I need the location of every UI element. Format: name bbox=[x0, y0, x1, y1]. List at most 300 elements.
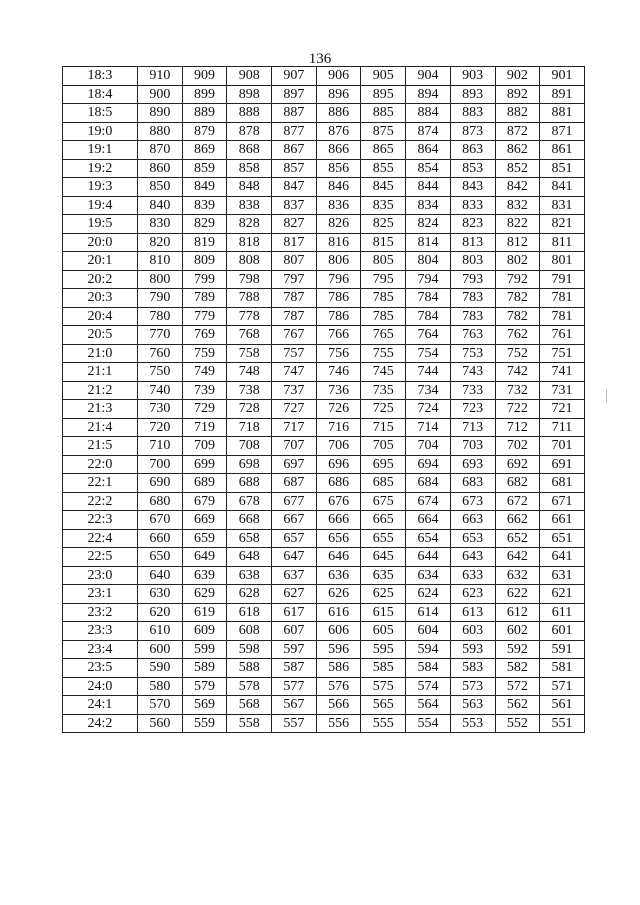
score-cell: 789 bbox=[182, 289, 227, 308]
score-cell: 565 bbox=[361, 696, 406, 715]
score-cell: 679 bbox=[182, 492, 227, 511]
score-cell: 767 bbox=[272, 326, 317, 345]
table-row bbox=[63, 270, 585, 289]
score-cell: 727 bbox=[272, 400, 317, 419]
score-cell: 893 bbox=[450, 85, 495, 104]
table-row bbox=[63, 363, 585, 382]
score-cell: 867 bbox=[272, 141, 317, 160]
score-cell: 742 bbox=[495, 363, 540, 382]
score-cell: 754 bbox=[406, 344, 451, 363]
score-cell: 811 bbox=[540, 233, 585, 252]
score-cell: 812 bbox=[495, 233, 540, 252]
score-cell: 883 bbox=[450, 104, 495, 123]
score-cell: 762 bbox=[495, 326, 540, 345]
score-cell: 621 bbox=[540, 585, 585, 604]
score-cell: 884 bbox=[406, 104, 451, 123]
score-cell: 726 bbox=[316, 400, 361, 419]
score-cell: 873 bbox=[450, 122, 495, 141]
score-cell: 827 bbox=[272, 215, 317, 234]
score-cell: 635 bbox=[361, 566, 406, 585]
score-cell: 659 bbox=[182, 529, 227, 548]
table-row bbox=[63, 566, 585, 585]
table-row bbox=[63, 603, 585, 622]
score-cell: 815 bbox=[361, 233, 406, 252]
score-cell: 640 bbox=[138, 566, 183, 585]
score-cell: 711 bbox=[540, 418, 585, 437]
table-row bbox=[63, 418, 585, 437]
score-cell: 843 bbox=[450, 178, 495, 197]
score-cell: 664 bbox=[406, 511, 451, 530]
row-time-label: 21:0 bbox=[63, 344, 138, 363]
score-cell: 700 bbox=[138, 455, 183, 474]
table-row bbox=[63, 455, 585, 474]
row-time-label: 21:3 bbox=[63, 400, 138, 419]
score-cell: 590 bbox=[138, 659, 183, 678]
row-time-label: 23:4 bbox=[63, 640, 138, 659]
score-cell: 810 bbox=[138, 252, 183, 271]
score-cell: 674 bbox=[406, 492, 451, 511]
row-time-label: 20:2 bbox=[63, 270, 138, 289]
row-time-label: 21:2 bbox=[63, 381, 138, 400]
score-cell: 686 bbox=[316, 474, 361, 493]
score-cell: 761 bbox=[540, 326, 585, 345]
score-cell: 580 bbox=[138, 677, 183, 696]
score-cell: 708 bbox=[227, 437, 272, 456]
score-cell: 861 bbox=[540, 141, 585, 160]
table-row bbox=[63, 511, 585, 530]
table-row bbox=[63, 178, 585, 197]
score-cell: 752 bbox=[495, 344, 540, 363]
table-row bbox=[63, 85, 585, 104]
row-time-label: 23:1 bbox=[63, 585, 138, 604]
score-cell: 793 bbox=[450, 270, 495, 289]
score-cell: 701 bbox=[540, 437, 585, 456]
table-row bbox=[63, 326, 585, 345]
score-cell: 794 bbox=[406, 270, 451, 289]
score-cell: 910 bbox=[138, 67, 183, 86]
score-cell: 881 bbox=[540, 104, 585, 123]
score-cell: 647 bbox=[272, 548, 317, 567]
score-cell: 694 bbox=[406, 455, 451, 474]
score-cell: 779 bbox=[182, 307, 227, 326]
score-cell: 898 bbox=[227, 85, 272, 104]
table-row bbox=[63, 677, 585, 696]
table-row bbox=[63, 233, 585, 252]
score-cell: 753 bbox=[450, 344, 495, 363]
score-cell: 562 bbox=[495, 696, 540, 715]
row-time-label: 23:0 bbox=[63, 566, 138, 585]
score-cell: 837 bbox=[272, 196, 317, 215]
score-cell: 710 bbox=[138, 437, 183, 456]
score-cell: 832 bbox=[495, 196, 540, 215]
score-cell: 577 bbox=[272, 677, 317, 696]
score-cell: 872 bbox=[495, 122, 540, 141]
score-cell: 733 bbox=[450, 381, 495, 400]
table-row bbox=[63, 548, 585, 567]
score-cell: 619 bbox=[182, 603, 227, 622]
score-cell: 563 bbox=[450, 696, 495, 715]
score-cell: 855 bbox=[361, 159, 406, 178]
score-cell: 561 bbox=[540, 696, 585, 715]
score-cell: 741 bbox=[540, 363, 585, 382]
score-cell: 718 bbox=[227, 418, 272, 437]
score-cell: 826 bbox=[316, 215, 361, 234]
score-cell: 567 bbox=[272, 696, 317, 715]
row-time-label: 24:1 bbox=[63, 696, 138, 715]
score-cell: 668 bbox=[227, 511, 272, 530]
row-time-label: 22:1 bbox=[63, 474, 138, 493]
score-cell: 796 bbox=[316, 270, 361, 289]
score-cell: 834 bbox=[406, 196, 451, 215]
score-cell: 653 bbox=[450, 529, 495, 548]
score-cell: 722 bbox=[495, 400, 540, 419]
score-cell: 844 bbox=[406, 178, 451, 197]
score-cell: 687 bbox=[272, 474, 317, 493]
score-cell: 802 bbox=[495, 252, 540, 271]
score-cell: 629 bbox=[182, 585, 227, 604]
score-cell: 757 bbox=[272, 344, 317, 363]
score-cell: 690 bbox=[138, 474, 183, 493]
score-cell: 740 bbox=[138, 381, 183, 400]
score-cell: 816 bbox=[316, 233, 361, 252]
score-cell: 835 bbox=[361, 196, 406, 215]
score-cell: 737 bbox=[272, 381, 317, 400]
score-cell: 813 bbox=[450, 233, 495, 252]
table-row bbox=[63, 67, 585, 86]
row-time-label: 20:1 bbox=[63, 252, 138, 271]
score-cell: 760 bbox=[138, 344, 183, 363]
score-cell: 698 bbox=[227, 455, 272, 474]
score-cell: 569 bbox=[182, 696, 227, 715]
score-cell: 798 bbox=[227, 270, 272, 289]
score-cell: 657 bbox=[272, 529, 317, 548]
score-cell: 632 bbox=[495, 566, 540, 585]
score-cell: 593 bbox=[450, 640, 495, 659]
score-cell: 587 bbox=[272, 659, 317, 678]
table-row bbox=[63, 289, 585, 308]
score-cell: 596 bbox=[316, 640, 361, 659]
score-cell: 895 bbox=[361, 85, 406, 104]
table-body bbox=[63, 67, 585, 733]
score-cell: 788 bbox=[227, 289, 272, 308]
score-cell: 829 bbox=[182, 215, 227, 234]
table-row bbox=[63, 215, 585, 234]
score-cell: 880 bbox=[138, 122, 183, 141]
score-cell: 906 bbox=[316, 67, 361, 86]
table-row bbox=[63, 196, 585, 215]
score-cell: 612 bbox=[495, 603, 540, 622]
time-score-table bbox=[62, 66, 585, 733]
score-cell: 765 bbox=[361, 326, 406, 345]
score-cell: 725 bbox=[361, 400, 406, 419]
score-cell: 783 bbox=[450, 289, 495, 308]
score-cell: 639 bbox=[182, 566, 227, 585]
score-cell: 630 bbox=[138, 585, 183, 604]
score-cell: 591 bbox=[540, 640, 585, 659]
score-cell: 584 bbox=[406, 659, 451, 678]
score-cell: 719 bbox=[182, 418, 227, 437]
score-cell: 601 bbox=[540, 622, 585, 641]
score-cell: 758 bbox=[227, 344, 272, 363]
row-time-label: 18:4 bbox=[63, 85, 138, 104]
score-cell: 613 bbox=[450, 603, 495, 622]
score-cell: 680 bbox=[138, 492, 183, 511]
score-cell: 735 bbox=[361, 381, 406, 400]
score-cell: 571 bbox=[540, 677, 585, 696]
score-cell: 908 bbox=[227, 67, 272, 86]
score-cell: 551 bbox=[540, 714, 585, 733]
score-cell: 869 bbox=[182, 141, 227, 160]
score-cell: 724 bbox=[406, 400, 451, 419]
score-cell: 888 bbox=[227, 104, 272, 123]
score-cell: 614 bbox=[406, 603, 451, 622]
score-cell: 852 bbox=[495, 159, 540, 178]
score-cell: 637 bbox=[272, 566, 317, 585]
table-row bbox=[63, 585, 585, 604]
score-cell: 847 bbox=[272, 178, 317, 197]
row-time-label: 23:2 bbox=[63, 603, 138, 622]
score-cell: 631 bbox=[540, 566, 585, 585]
row-time-label: 20:0 bbox=[63, 233, 138, 252]
score-cell: 743 bbox=[450, 363, 495, 382]
score-cell: 860 bbox=[138, 159, 183, 178]
score-cell: 581 bbox=[540, 659, 585, 678]
score-cell: 605 bbox=[361, 622, 406, 641]
score-cell: 595 bbox=[361, 640, 406, 659]
score-cell: 709 bbox=[182, 437, 227, 456]
score-cell: 863 bbox=[450, 141, 495, 160]
score-cell: 750 bbox=[138, 363, 183, 382]
table-row bbox=[63, 640, 585, 659]
score-cell: 739 bbox=[182, 381, 227, 400]
score-cell: 851 bbox=[540, 159, 585, 178]
score-cell: 697 bbox=[272, 455, 317, 474]
row-time-label: 22:2 bbox=[63, 492, 138, 511]
score-cell: 689 bbox=[182, 474, 227, 493]
score-cell: 624 bbox=[406, 585, 451, 604]
score-cell: 699 bbox=[182, 455, 227, 474]
score-cell: 645 bbox=[361, 548, 406, 567]
score-cell: 786 bbox=[316, 289, 361, 308]
score-cell: 876 bbox=[316, 122, 361, 141]
score-cell: 553 bbox=[450, 714, 495, 733]
row-time-label: 21:4 bbox=[63, 418, 138, 437]
score-cell: 785 bbox=[361, 307, 406, 326]
score-cell: 678 bbox=[227, 492, 272, 511]
score-cell: 825 bbox=[361, 215, 406, 234]
table-row bbox=[63, 714, 585, 733]
score-cell: 879 bbox=[182, 122, 227, 141]
row-time-label: 18:5 bbox=[63, 104, 138, 123]
score-cell: 785 bbox=[361, 289, 406, 308]
score-cell: 875 bbox=[361, 122, 406, 141]
score-cell: 610 bbox=[138, 622, 183, 641]
score-cell: 849 bbox=[182, 178, 227, 197]
score-cell: 555 bbox=[361, 714, 406, 733]
score-cell: 618 bbox=[227, 603, 272, 622]
score-cell: 600 bbox=[138, 640, 183, 659]
score-cell: 627 bbox=[272, 585, 317, 604]
table-row bbox=[63, 659, 585, 678]
table-row bbox=[63, 437, 585, 456]
score-cell: 556 bbox=[316, 714, 361, 733]
score-cell: 573 bbox=[450, 677, 495, 696]
table-row bbox=[63, 104, 585, 123]
score-cell: 611 bbox=[540, 603, 585, 622]
score-cell: 592 bbox=[495, 640, 540, 659]
score-cell: 623 bbox=[450, 585, 495, 604]
score-cell: 853 bbox=[450, 159, 495, 178]
score-cell: 706 bbox=[316, 437, 361, 456]
score-cell: 783 bbox=[450, 307, 495, 326]
score-cell: 675 bbox=[361, 492, 406, 511]
score-cell: 608 bbox=[227, 622, 272, 641]
row-time-label: 22:3 bbox=[63, 511, 138, 530]
score-cell: 790 bbox=[138, 289, 183, 308]
score-cell: 583 bbox=[450, 659, 495, 678]
score-cell: 791 bbox=[540, 270, 585, 289]
row-time-label: 19:3 bbox=[63, 178, 138, 197]
score-cell: 769 bbox=[182, 326, 227, 345]
score-cell: 781 bbox=[540, 289, 585, 308]
row-time-label: 20:3 bbox=[63, 289, 138, 308]
score-cell: 836 bbox=[316, 196, 361, 215]
score-cell: 642 bbox=[495, 548, 540, 567]
score-cell: 821 bbox=[540, 215, 585, 234]
score-cell: 603 bbox=[450, 622, 495, 641]
score-cell: 558 bbox=[227, 714, 272, 733]
score-cell: 651 bbox=[540, 529, 585, 548]
score-cell: 654 bbox=[406, 529, 451, 548]
score-cell: 738 bbox=[227, 381, 272, 400]
score-cell: 575 bbox=[361, 677, 406, 696]
row-time-label: 21:1 bbox=[63, 363, 138, 382]
score-cell: 841 bbox=[540, 178, 585, 197]
score-cell: 731 bbox=[540, 381, 585, 400]
score-cell: 756 bbox=[316, 344, 361, 363]
score-cell: 859 bbox=[182, 159, 227, 178]
score-cell: 792 bbox=[495, 270, 540, 289]
row-time-label: 22:5 bbox=[63, 548, 138, 567]
score-cell: 693 bbox=[450, 455, 495, 474]
score-cell: 703 bbox=[450, 437, 495, 456]
score-cell: 652 bbox=[495, 529, 540, 548]
score-cell: 759 bbox=[182, 344, 227, 363]
score-cell: 909 bbox=[182, 67, 227, 86]
score-cell: 638 bbox=[227, 566, 272, 585]
score-cell: 870 bbox=[138, 141, 183, 160]
score-cell: 770 bbox=[138, 326, 183, 345]
score-cell: 856 bbox=[316, 159, 361, 178]
score-cell: 780 bbox=[138, 307, 183, 326]
score-cell: 663 bbox=[450, 511, 495, 530]
score-cell: 599 bbox=[182, 640, 227, 659]
score-cell: 755 bbox=[361, 344, 406, 363]
score-cell: 862 bbox=[495, 141, 540, 160]
score-cell: 747 bbox=[272, 363, 317, 382]
score-cell: 787 bbox=[272, 307, 317, 326]
score-cell: 807 bbox=[272, 252, 317, 271]
score-cell: 714 bbox=[406, 418, 451, 437]
score-cell: 568 bbox=[227, 696, 272, 715]
score-cell: 716 bbox=[316, 418, 361, 437]
score-cell: 669 bbox=[182, 511, 227, 530]
table-row bbox=[63, 381, 585, 400]
score-cell: 885 bbox=[361, 104, 406, 123]
score-cell: 746 bbox=[316, 363, 361, 382]
page-number: 136 bbox=[308, 51, 332, 67]
score-cell: 658 bbox=[227, 529, 272, 548]
table-row bbox=[63, 622, 585, 641]
row-time-label: 19:0 bbox=[63, 122, 138, 141]
score-cell: 838 bbox=[227, 196, 272, 215]
score-cell: 751 bbox=[540, 344, 585, 363]
score-cell: 557 bbox=[272, 714, 317, 733]
score-cell: 648 bbox=[227, 548, 272, 567]
score-cell: 586 bbox=[316, 659, 361, 678]
score-cell: 671 bbox=[540, 492, 585, 511]
score-cell: 846 bbox=[316, 178, 361, 197]
score-cell: 685 bbox=[361, 474, 406, 493]
score-cell: 824 bbox=[406, 215, 451, 234]
score-cell: 602 bbox=[495, 622, 540, 641]
score-cell: 865 bbox=[361, 141, 406, 160]
score-cell: 649 bbox=[182, 548, 227, 567]
score-cell: 707 bbox=[272, 437, 317, 456]
table-row bbox=[63, 344, 585, 363]
score-cell: 622 bbox=[495, 585, 540, 604]
score-cell: 745 bbox=[361, 363, 406, 382]
score-cell: 585 bbox=[361, 659, 406, 678]
score-cell: 628 bbox=[227, 585, 272, 604]
table-row bbox=[63, 159, 585, 178]
margin-mark bbox=[606, 389, 607, 403]
score-cell: 782 bbox=[495, 289, 540, 308]
score-cell: 695 bbox=[361, 455, 406, 474]
score-cell: 850 bbox=[138, 178, 183, 197]
score-cell: 617 bbox=[272, 603, 317, 622]
score-cell: 887 bbox=[272, 104, 317, 123]
score-cell: 696 bbox=[316, 455, 361, 474]
score-cell: 660 bbox=[138, 529, 183, 548]
score-cell: 896 bbox=[316, 85, 361, 104]
score-cell: 845 bbox=[361, 178, 406, 197]
score-cell: 721 bbox=[540, 400, 585, 419]
score-cell: 683 bbox=[450, 474, 495, 493]
score-cell: 732 bbox=[495, 381, 540, 400]
score-cell: 620 bbox=[138, 603, 183, 622]
score-cell: 778 bbox=[227, 307, 272, 326]
score-cell: 822 bbox=[495, 215, 540, 234]
score-cell: 670 bbox=[138, 511, 183, 530]
score-cell: 808 bbox=[227, 252, 272, 271]
table-row bbox=[63, 492, 585, 511]
row-time-label: 24:0 bbox=[63, 677, 138, 696]
score-cell: 795 bbox=[361, 270, 406, 289]
score-cell: 786 bbox=[316, 307, 361, 326]
score-cell: 782 bbox=[495, 307, 540, 326]
score-cell: 830 bbox=[138, 215, 183, 234]
score-cell: 748 bbox=[227, 363, 272, 382]
score-cell: 891 bbox=[540, 85, 585, 104]
score-cell: 681 bbox=[540, 474, 585, 493]
row-time-label: 23:5 bbox=[63, 659, 138, 678]
score-cell: 634 bbox=[406, 566, 451, 585]
score-cell: 799 bbox=[182, 270, 227, 289]
row-time-label: 24:2 bbox=[63, 714, 138, 733]
score-cell: 901 bbox=[540, 67, 585, 86]
score-cell: 704 bbox=[406, 437, 451, 456]
